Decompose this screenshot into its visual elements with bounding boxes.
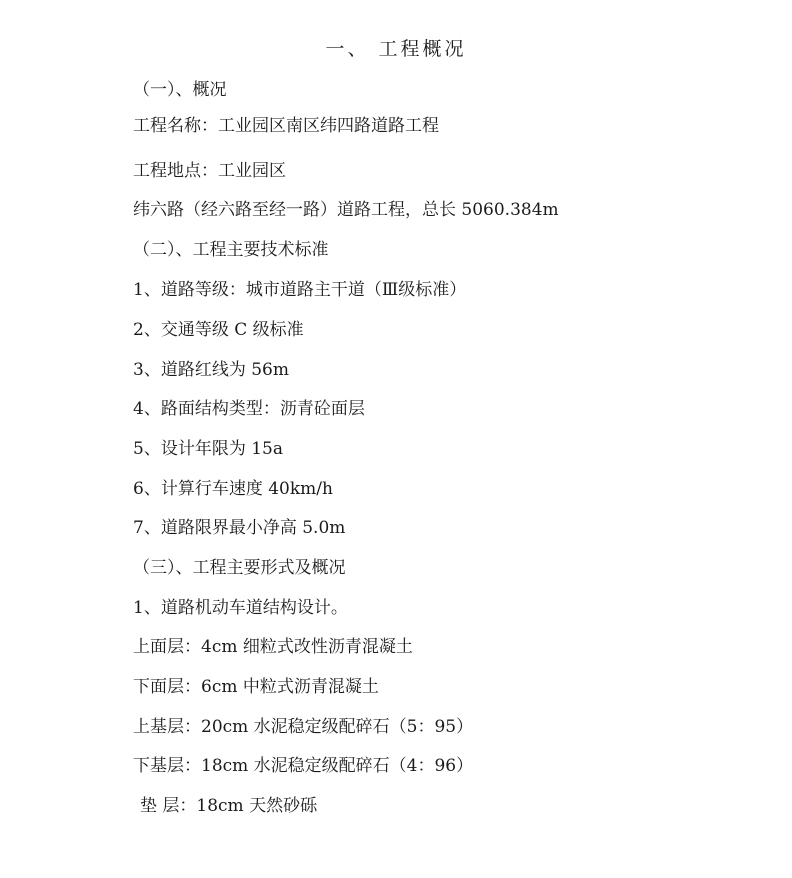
standard-pavement-type: 4、路面结构类型：沥青砼面层 — [133, 399, 365, 419]
layer-upper-base: 上基层：20cm 水泥稳定级配碎石（5：95） — [133, 717, 474, 737]
project-location: 工程地点：工业园区 — [133, 161, 286, 181]
project-road-length: 纬六路（经六路至经一路）道路工程，总长 5060.384m — [133, 200, 559, 220]
standard-traffic-grade: 2、交通等级 C 级标准 — [133, 320, 304, 340]
layer-cushion: 垫 层：18cm 天然砂砾 — [140, 796, 318, 816]
section-heading-forms: （三）、工程主要形式及概况 — [133, 558, 346, 578]
standard-clearance: 7、道路限界最小净高 5.0m — [133, 518, 346, 538]
layer-lower-base: 下基层：18cm 水泥稳定级配碎石（4：96） — [133, 756, 474, 776]
section-heading-overview: （一）、概况 — [133, 80, 227, 100]
layer-upper-surface: 上面层：4cm 细粒式改性沥青混凝土 — [133, 637, 413, 657]
section-heading-standards: （二）、工程主要技术标准 — [133, 240, 329, 260]
structure-design-heading: 1、道路机动车道结构设计。 — [133, 598, 348, 618]
standard-design-speed: 6、计算行车速度 40km/h — [133, 479, 333, 499]
standard-road-grade: 1、道路等级：城市道路主干道（Ⅲ级标准） — [133, 280, 467, 300]
document-title: 一、 工程概况 — [325, 38, 467, 60]
standard-red-line: 3、道路红线为 56m — [133, 360, 289, 380]
layer-lower-surface: 下面层：6cm 中粒式沥青混凝土 — [133, 677, 379, 697]
project-name: 工程名称：工业园区南区纬四路道路工程 — [133, 116, 439, 136]
standard-design-life: 5、设计年限为 15a — [133, 439, 283, 459]
